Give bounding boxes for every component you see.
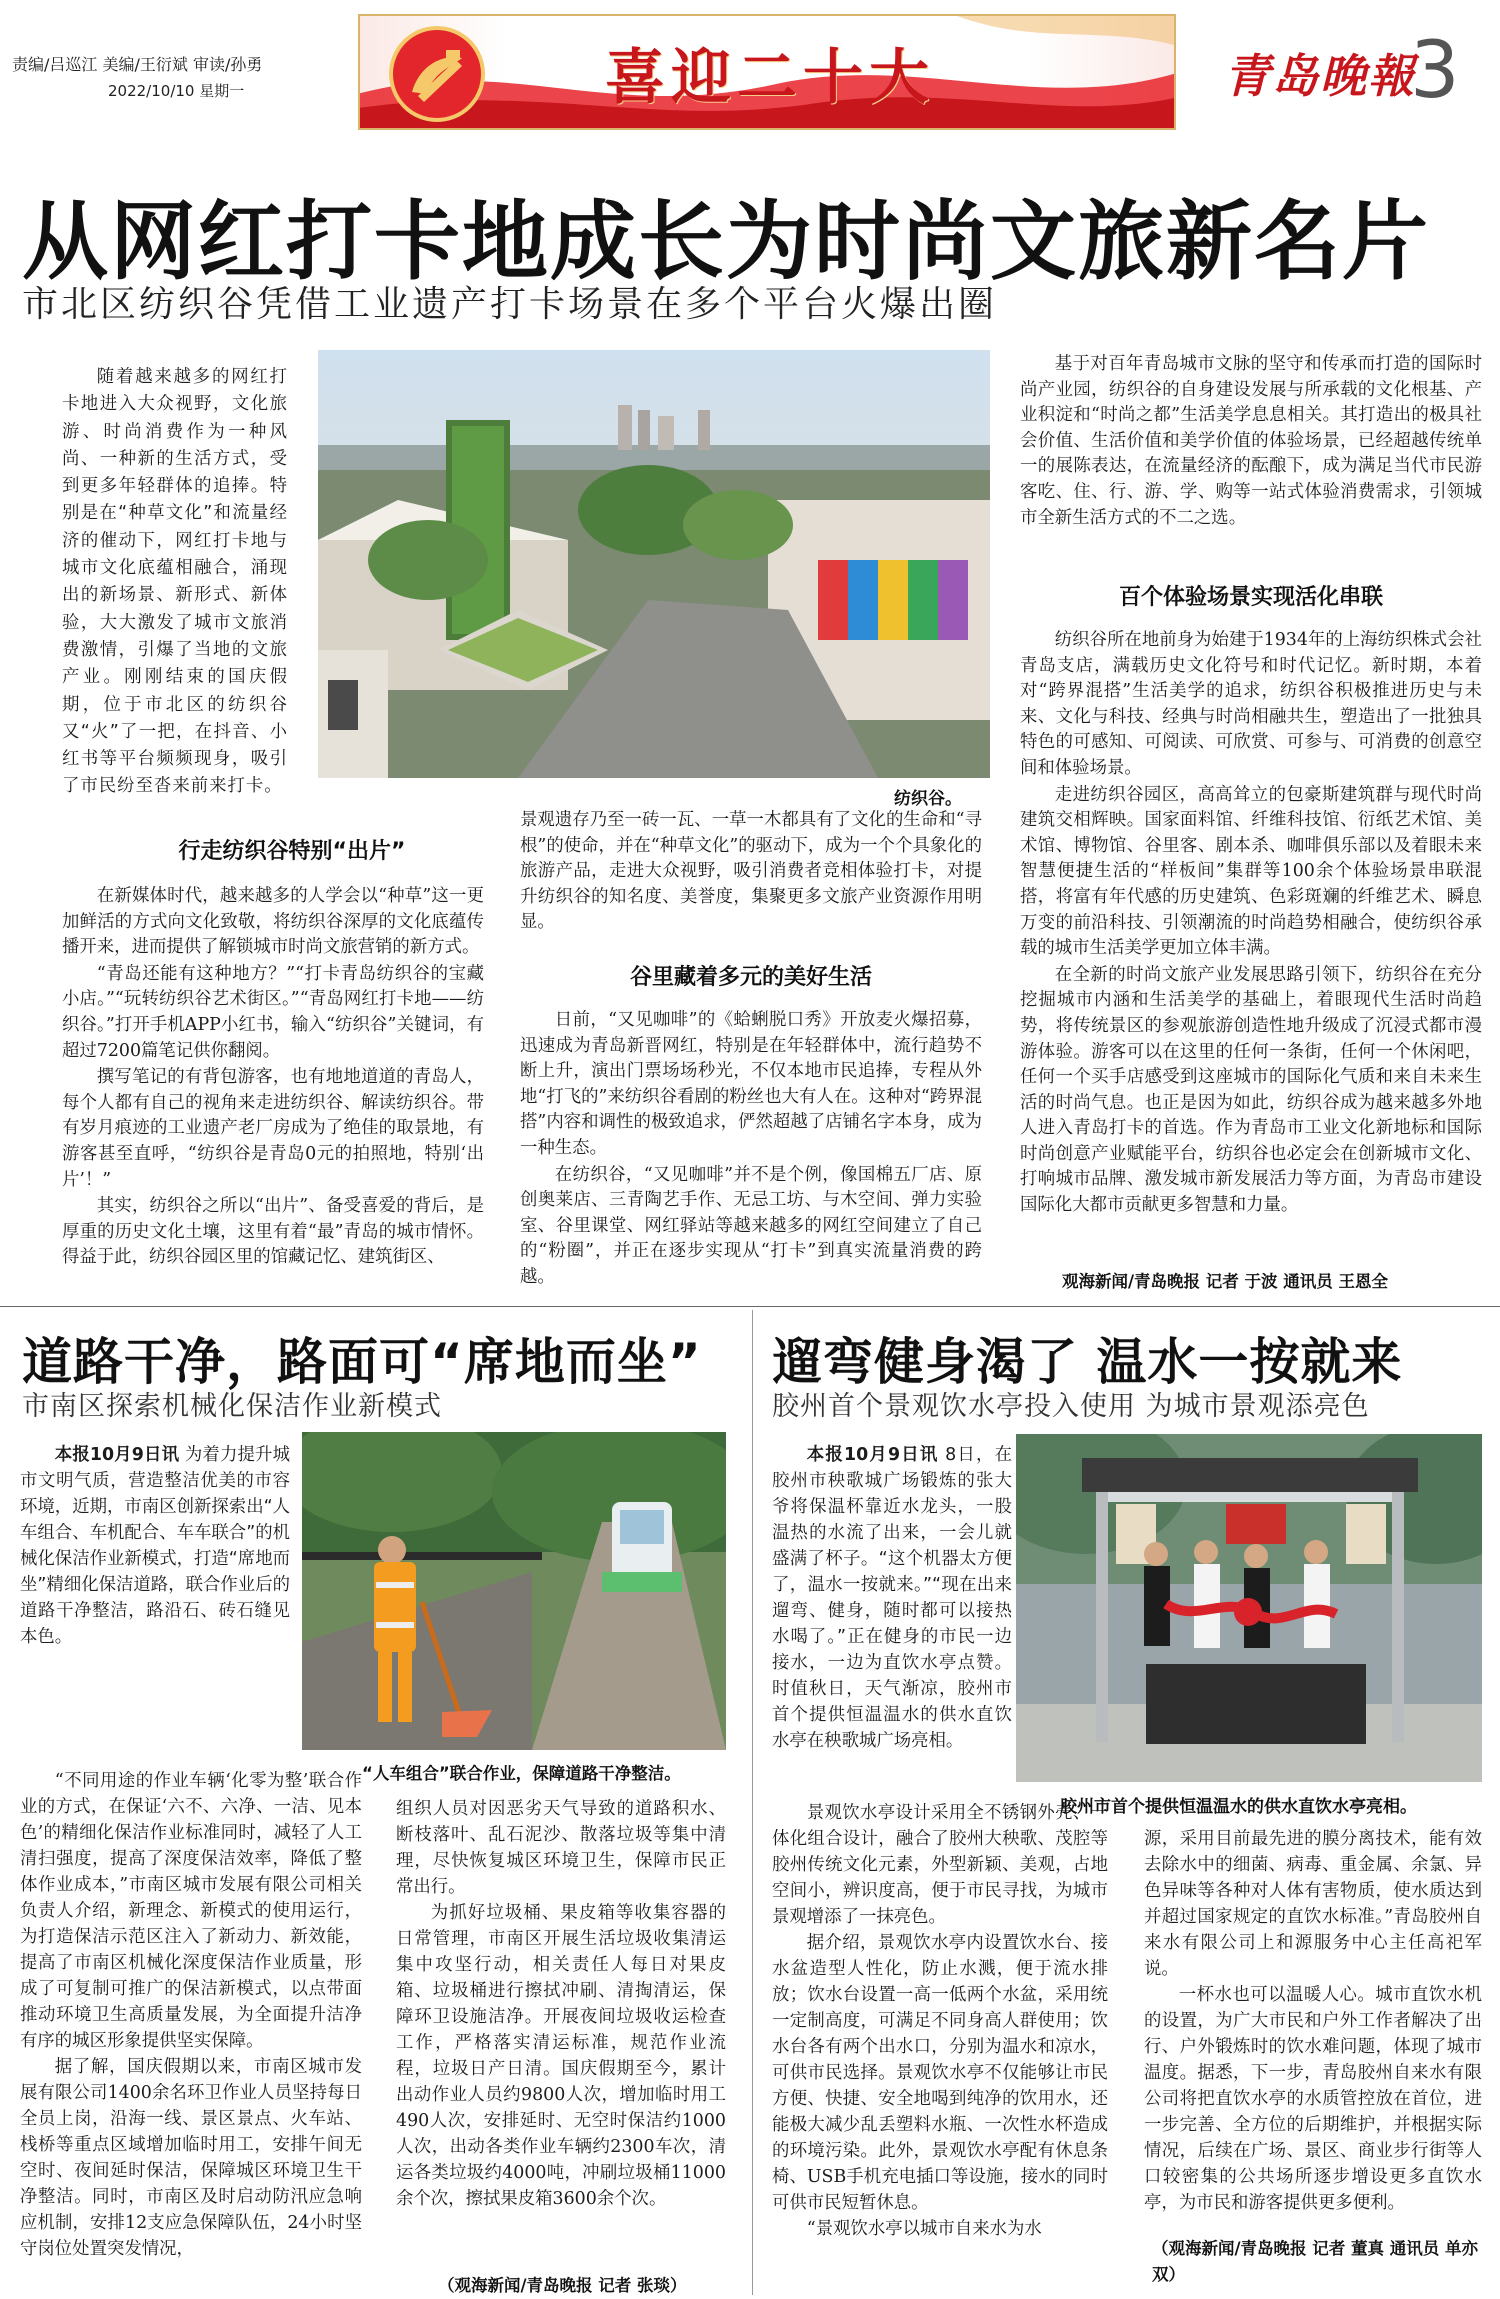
main-column-3b [1020, 628, 1482, 1220]
main-column-2b [520, 1008, 982, 1292]
textile-valley-photo [318, 350, 990, 778]
masthead [0, 0, 1500, 140]
main-photo-caption: 纺织谷。 [894, 789, 962, 809]
paragraph: 在新媒体时代，越来越多的人学会以“种草”这一更加鲜活的方式向文化致敬，将纺织谷深厚的文化底蕴传播开来，进而提供了解锁城市时尚文旅营销的新方式。 [62, 886, 484, 958]
paragraph: 纺织谷所在地前身为始建于1934年的上海纺织株式会社青岛支店，满载历史文化符号和时代记忆。新时期，本着对“跨界混搭”生活美学的追求，纺织谷积极推进历史与未来、文化与科技、经典与时尚相融共生，塑造出了一批独具特色的可感知、可阅读、可欣赏、可参与、可消费的创意空间和体验场景。 [1020, 630, 1482, 778]
paragraph: “不同用途的作业车辆‘化零为整’联合作业的方式，在保证‘六不、六净、一洁、见本色’的精细化保洁作业标准同时，减轻了人工清扫强度，提高了深度保洁效率，降低了整体作业成本，”市南区城市发展有限公司相关负责人介绍，新理念、新模式的使用运行，为打造保洁示范区注入了新动力、新效能，提高了市南区机械化深度保洁作业质量，形成了可复制可推广的保洁新模式，以点带面推动环境卫生高质量发展，为全面提升洁净有序的城区形象提供坚实保障。 [20, 1771, 362, 2051]
sanitation-workers-image [302, 1432, 726, 1750]
page-number: 3 [1410, 26, 1460, 116]
column-divider [752, 1310, 753, 2295]
party-emblem-icon [382, 24, 492, 124]
celebration-banner [358, 14, 1176, 130]
road-column-2 [396, 1796, 726, 2212]
water-lead-text: 8日，在胶州市秧歌城广场锻炼的张大爷将保温杯靠近水龙头，一股温热的水流了出来，一会儿就盛满了杯子。“这个机器太方便了，温水一按就来。”“现在出来遛弯、健身，随时都可以接热水喝了。”正在健身的市民一边接水，一边为直饮水亭点赞。时值秋日，天气渐凉，胶州市首个提供恒温温水的供水直饮水亭在秧歌城广场亮相。 [772, 1445, 1012, 1751]
paragraph: 景观饮水亭设计采用全不锈钢外壳、一体化组合设计，融合了胶州大秧歌、茂腔等胶州传统文化元素，外型新颖、美观，占地空间小，辨识度高，便于市民寻找，为城市景观增添了一抹亮色。 [772, 1803, 1108, 1927]
road-lead-paragraph [20, 1442, 290, 1650]
paragraph: 日前，“又见咖啡”的《蛤蜊脱口秀》开放麦火爆招募，迅速成为青岛新晋网红，特别是在年轻群体中，流行趋势不断上升，演出门票场场秒光，不仅本地市民追捧，专程从外地“打飞的”来纺织谷看剧的粉丝也大有人在。这种对“跨界混搭”内容和调性的极致追求，俨然超越了店铺名字本身，成为一种生态。 [520, 1010, 982, 1158]
newspaper-logo: 青岛晚報 [1224, 49, 1416, 103]
paragraph: 走进纺织谷园区，高高耸立的包豪斯建筑群与现代时尚建筑交相辉映。国家面料馆、纤维科技馆、衍纸艺术馆、美术馆、博物馆、谷里客、剧本杀、咖啡俱乐部以及着眼未来智慧便捷生活的“样板间”集群等100余个体验场景串联混搭，将富有年代感的历史建筑、色彩斑斓的纤维艺术、瞬息万变的前沿科技、引领潮流的时尚趋势相融合，使纺织谷承载的城市生活美学更加立体丰满。 [1020, 784, 1482, 959]
main-byline: 观海新闻/青岛晚报 记者 于波 通讯员 王恩全 [1062, 1272, 1389, 1291]
road-column-1 [20, 1768, 362, 2262]
intro-paragraph: 随着越来越多的网红打卡地进入大众视野，文化旅游、时尚消费作为一种风尚、一种新的生活方式，受到更多年轻群体的追捧。特别是在“种草文化”和流量经济的催动下，网红打卡地与城市文化底蕴相融合，涌现出的新场景、新形式、新体验，大大激发了城市文旅消费激情，引爆了当地的文旅产业。刚刚结束的国庆假期，位于市北区的纺织谷又“火”了一把，在抖音、小红书等平台频频现身，吸引了市民纷至沓来前来打卡。 [62, 367, 288, 797]
water-kiosk-photo [1016, 1434, 1482, 1782]
paragraph: 源，采用目前最先进的膜分离技术，能有效去除水中的细菌、病毒、重金属、余氯、异色异味等各种对人体有害物质，使水质达到并超过国家规定的直饮水标准。”青岛胶州自来水有限公司上和源服务中心主任高祀军说。 [1144, 1829, 1482, 1979]
banner-slogan: 喜迎二十大 [605, 43, 935, 113]
water-byline: （观海新闻/青岛晚报 记者 董真 通讯员 单亦双） [1152, 2239, 1479, 2284]
road-lead-text: 为着力提升城市文明气质，营造整洁优美的市容环境，近期，市南区创新探索出“人车组合、车机配合、车车联合”的机械化保洁作业新模式，打造“席地而坐”精细化保洁道路，联合作业后的道路干净整洁，路沿石、砖石缝见本色。 [20, 1445, 290, 1647]
road-dateline: 本报10月9日讯 [54, 1445, 180, 1465]
paragraph: 据介绍，景观饮水亭内设置饮水台、接水盆造型人性化，防止水溅，便于流水排放；饮水台设置一高一低两个水盆，采用统一定制高度，可满足不同身高人群使用；饮水台各有两个出水口，分别为温水和凉水，可供市民选择。景观饮水亭不仅能够让市民方便、快捷、安全地喝到纯净的饮用水，还能极大减少乱丢塑料水瓶、一次性水杯造成的环境污染。此外，景观饮水亭配有休息条椅、USB手机充电插口等设施，接水的同时可供市民短暂休息。 [772, 1933, 1108, 2213]
water-column-2 [1144, 1826, 1482, 2216]
paragraph: 据了解，国庆假期以来，市南区城市发展有限公司1400余名环卫作业人员坚持每日全员上岗，沿海一线、景区景点、火车站、栈桥等重点区域增加临时用工，安排午间无空时、夜间延时保洁，保障城区环境卫生干净整洁。同时，市南区及时启动防汛应急响应机制，安排12支应急保障队伍，24小时坚守岗位处置突发情况， [20, 2057, 362, 2259]
road-photo-caption: “人车组合”联合作业，保障道路干净整洁。 [362, 1764, 681, 1783]
paragraph: 基于对百年青岛城市文脉的坚守和传承而打造的国际时尚产业园，纺织谷的自身建设发展与所承载的文化根基、产业积淀和“时尚之都”生活美学息息相关。其打造出的极具社会价值、生活价值和美学价值的体验场景，已经超越传统单一的展陈表达，在流量经济的酝酿下，成为满足当代市民游客吃、住、行、游、学、购等一站式体验消费需求，引领城市全新生活方式的不二之选。 [1020, 354, 1482, 528]
water-lead-paragraph [772, 1442, 1012, 1754]
water-headline: 遛弯健身渴了 温水一按就来 [772, 1333, 1403, 1391]
water-kiosk-opening-image [1016, 1434, 1482, 1782]
water-column-1 [772, 1800, 1108, 2242]
paragraph: 在全新的时尚文旅产业发展思路引领下，纺织谷在充分挖掘城市内涵和生活美学的基础上，着眼现代生活时尚趋势，将传统景区的参观旅游创造性地升级成了沉浸式都市漫游体验。游客可以在这里的任何一条街，任何一个休闲吧，任何一个买手店感受到这座城市的国际化气质和来自未来生活的时尚气息。也正是因为如此，纺织谷成为越来越多外地人进入青岛打卡的首选。作为青岛市工业文化新地标和国际时尚创意产业赋能平台，纺织谷也必定会在创新城市文化、打响城市品牌、激发城市新发展活力等方面，为青岛市建设国际化大都市贡献更多智慧和力量。 [1020, 964, 1482, 1216]
road-byline: （观海新闻/青岛晚报 记者 张琰） [438, 2276, 687, 2295]
water-lead [772, 1442, 1012, 1754]
paragraph: 景观遗存乃至一砖一瓦、一草一木都具有了文化的生命和“寻根”的使命，并在“种草文化”的驱动下，成为一个个具象化的旅游产品，走进大众视野，吸引消费者竞相体验打卡，对提升纺织谷的知名度、美誉度，集聚更多文旅产业资源作用明显。 [520, 810, 982, 933]
road-subheadline: 市南区探索机械化保洁作业新模式 [22, 1391, 442, 1422]
main-column-1 [62, 884, 484, 1272]
main-intro [62, 364, 288, 802]
main-column-3 [1020, 352, 1482, 532]
main-subheadline: 市北区纺织谷凭借工业遗产打卡场景在多个平台火爆出圈 [22, 284, 998, 325]
paragraph: 在纺织谷，“又见咖啡”并不是个例，像国棉五厂店、原创奥莱店、三青陶艺手作、无忌工坊、与木空间、弹力实验室、谷里课堂、网红驿站等越来越多的网红空间建立了自己的“粉圈”，并正在逐步实现从“打卡”到真实流量消费的跨越。 [520, 1164, 982, 1287]
road-headline: 道路干净，路面可“席地而坐” [22, 1333, 702, 1391]
road-photo [302, 1432, 726, 1750]
textile-valley-aerial-image [318, 350, 990, 778]
paragraph: “景观饮水亭以城市自来水为水 [806, 2219, 1042, 2239]
editor-credits: 责编/吕巡江 美编/王衍斌 审读/孙勇 [12, 55, 263, 74]
paragraph: 撰写笔记的有背包游客，也有地地道道的青岛人，每个人都有自己的视角来走进纺织谷、解读纺织谷。带有岁月痕迹的工业遗产老厂房成为了绝佳的取景地，有游客甚至直呼，“纺织谷是青岛0元的拍照地，特别‘出片’！” [62, 1067, 484, 1190]
section-divider [0, 1306, 1500, 1307]
paragraph: “青岛还能有这种地方？”“打卡青岛纺织谷的宝藏小店。”“玩转纺织谷艺术街区。”“青岛网红打卡地——纺织谷。”打开手机APP小红书，输入“纺织谷”关键词，有超过7200篇笔记供你翻阅。 [62, 963, 484, 1061]
section-title-chupian: 行走纺织谷特别“出片” [178, 839, 406, 864]
issue-date: 2022/10/10 星期一 [108, 82, 245, 100]
main-column-2 [520, 808, 982, 937]
section-title-life: 谷里藏着多元的美好生活 [629, 965, 872, 990]
water-photo-caption: 胶州市首个提供恒温温水的供水直饮水亭亮相。 [1060, 1797, 1417, 1817]
paragraph: 其实，纺织谷之所以“出片”、备受喜爱的背后，是厚重的历史文化土壤，这里有着“最”青岛的城市情怀。得益于此，纺织谷园区里的馆藏记忆、建筑街区、 [62, 1196, 484, 1268]
water-dateline: 本报10月9日讯 [806, 1445, 939, 1465]
paragraph: 为抓好垃圾桶、果皮箱等收集容器的日常管理，市南区开展生活垃圾收集清运集中攻坚行动，相关责任人每日对果皮箱、垃圾桶进行擦拭冲刷、清掏清运，保障环卫设施洁净。开展夜间垃圾收运检查工作，严格落实清运标准，规范作业流程，垃圾日产日清。国庆假期至今，累计出动作业人员约9800人次，增加临时用工490人次，安排延时、无空时保洁约1000人次，出动各类作业车辆约2300车次，清运各类垃圾约4000吨，冲刷垃圾桶11000余个次，擦拭果皮箱3600余个次。 [396, 1903, 726, 2209]
paragraph: 一杯水也可以温暖人心。城市直饮水机的设置，为广大市民和户外工作者解决了出行、户外锻炼时的饮水难问题，体现了城市温度。据悉，下一步，青岛胶州自来水有限公司将把直饮水亭的水质管控放在首位，进一步完善、全方位的后期维护，并根据实际情况，后续在广场、景区、商业步行街等人口较密集的公共场所逐步增设更多直饮水亭，为市民和游客提供更多便利。 [1144, 1985, 1482, 2213]
paragraph: 组织人员对因恶劣天气导致的道路积水、断枝落叶、乱石泥沙、散落垃圾等集中清理，尽快恢复城区环境卫生，保障市民正常出行。 [396, 1799, 726, 1897]
main-headline: 从网红打卡地成长为时尚文旅新名片 [22, 192, 1430, 292]
water-subheadline: 胶州首个景观饮水亭投入使用 为城市景观添亮色 [772, 1391, 1370, 1422]
road-lead [20, 1442, 290, 1650]
section-title-scenes: 百个体验场景实现活化串联 [1118, 585, 1383, 610]
